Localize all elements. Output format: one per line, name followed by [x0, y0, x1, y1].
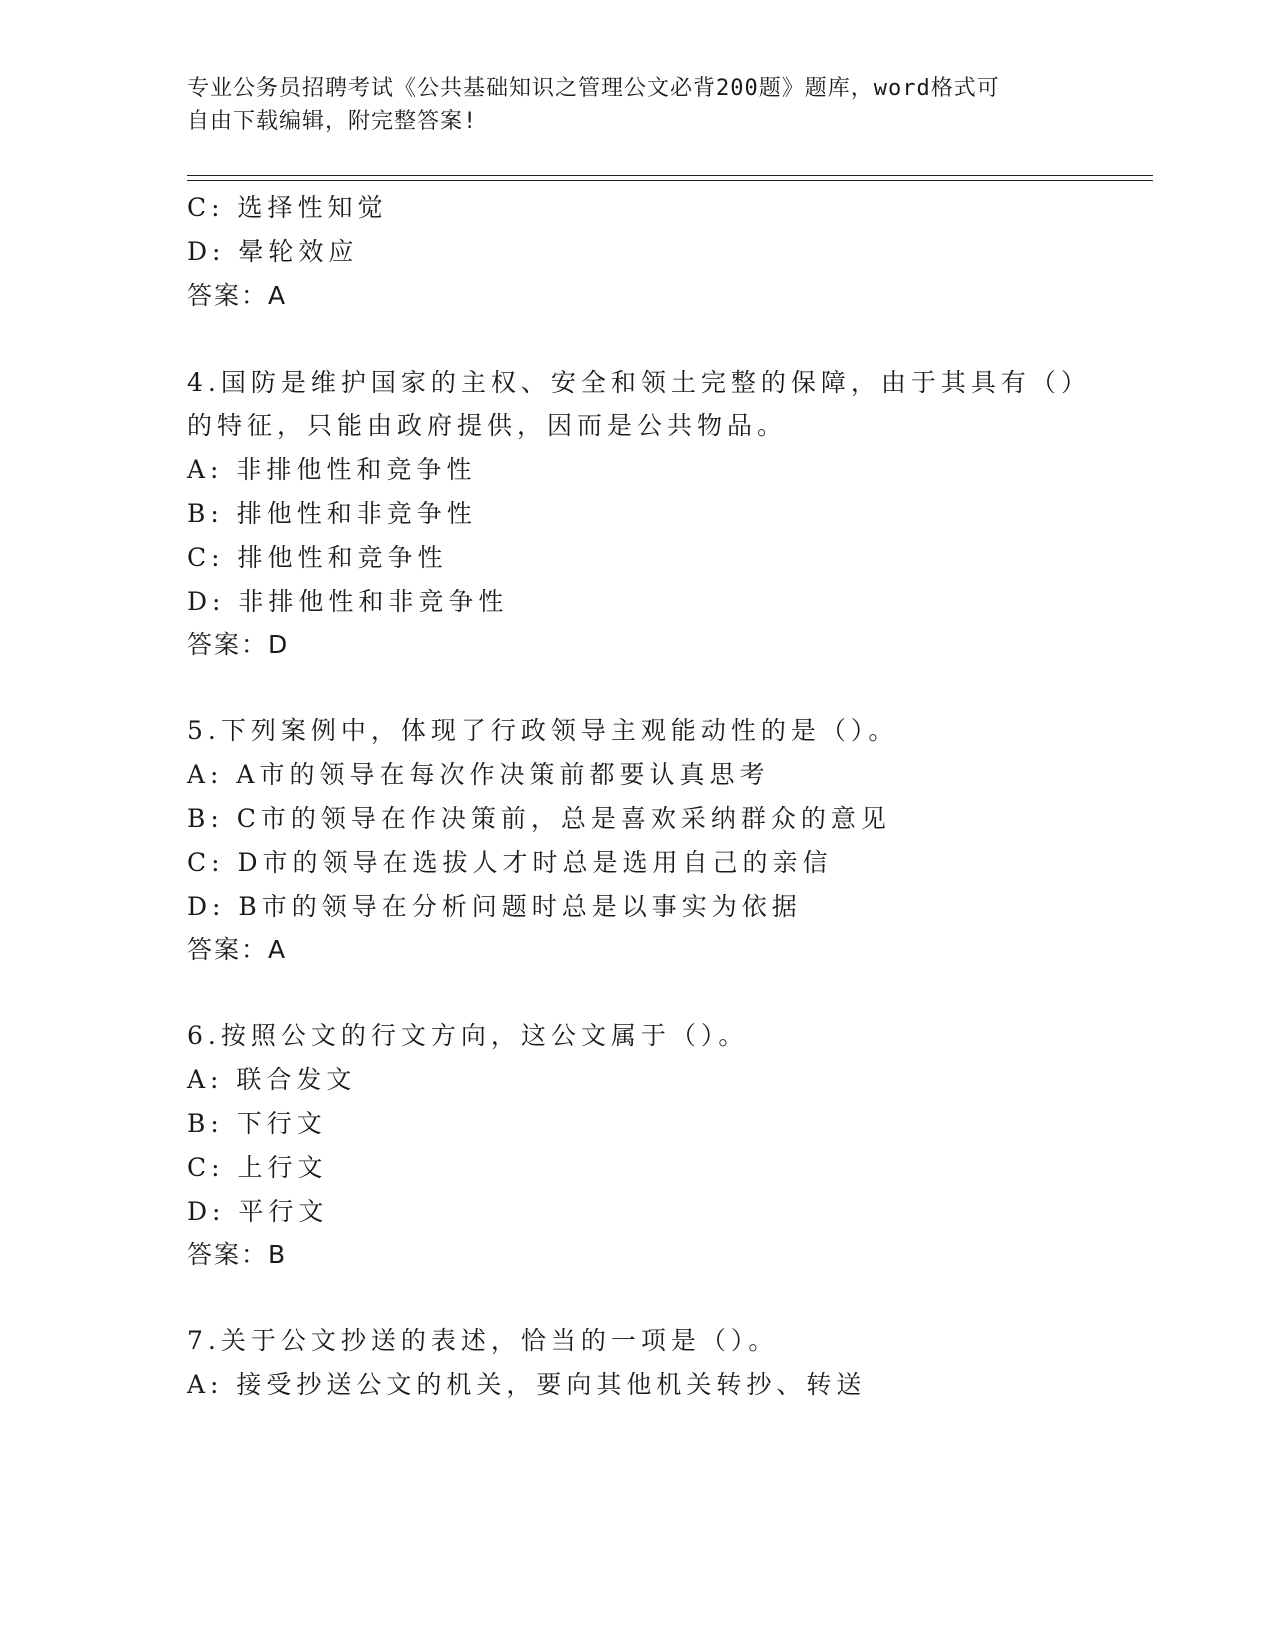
- header-divider-bottom: [187, 180, 1153, 181]
- q5-option-c: C: D市的领导在选拔人才时总是选用自己的亲信: [187, 848, 833, 877]
- q6-option-d: D: 平行文: [187, 1197, 329, 1226]
- q5-option-a: A: A市的领导在每次作决策前都要认真思考: [187, 760, 770, 789]
- q5-option-b: B: C市的领导在作决策前，总是喜欢采纳群众的意见: [187, 804, 891, 833]
- q4-stem-line-2: 的特征，只能由政府提供，因而是公共物品。: [187, 411, 788, 440]
- q4-option-a: A: 非排他性和竞争性: [187, 455, 477, 484]
- header-line-1: 专业公务员招聘考试《公共基础知识之管理公文必背200题》题库，word格式可: [187, 76, 1000, 101]
- q5-answer: 答案：A: [187, 935, 288, 964]
- q3-option-d: D: 晕轮效应: [187, 237, 359, 266]
- q5-stem: 5.下列案例中，体现了行政领导主观能动性的是（）。: [187, 716, 899, 745]
- q3-answer: 答案：A: [187, 281, 288, 310]
- q7-option-a: A: 接受抄送公文的机关，要向其他机关转抄、转送: [187, 1370, 867, 1399]
- document-header: [187, 72, 1067, 138]
- q4-option-b: B: 排他性和非竞争性: [187, 499, 477, 528]
- q4-answer: 答案：D: [187, 630, 290, 659]
- q4-option-d: D: 非排他性和非竞争性: [187, 587, 509, 616]
- q6-option-b: B: 下行文: [187, 1109, 327, 1138]
- q3-option-c: C: 选择性知觉: [187, 193, 388, 222]
- header-line-2: 自由下载编辑，附完整答案!: [187, 109, 478, 134]
- q6-answer: 答案：B: [187, 1240, 288, 1269]
- header-divider-top: [187, 175, 1153, 176]
- q6-stem: 6.按照公文的行文方向，这公文属于（）。: [187, 1021, 749, 1050]
- q4-option-c: C: 排他性和竞争性: [187, 543, 448, 572]
- q4-stem-line-1: 4.国防是维护国家的主权、安全和领土完整的保障，由于其具有（）: [187, 368, 1091, 397]
- q6-option-a: A: 联合发文: [187, 1065, 357, 1094]
- q7-stem: 7.关于公文抄送的表述，恰当的一项是（）。: [187, 1326, 779, 1355]
- q5-option-d: D: B市的领导在分析问题时总是以事实为依据: [187, 892, 802, 921]
- q6-option-c: C: 上行文: [187, 1153, 328, 1182]
